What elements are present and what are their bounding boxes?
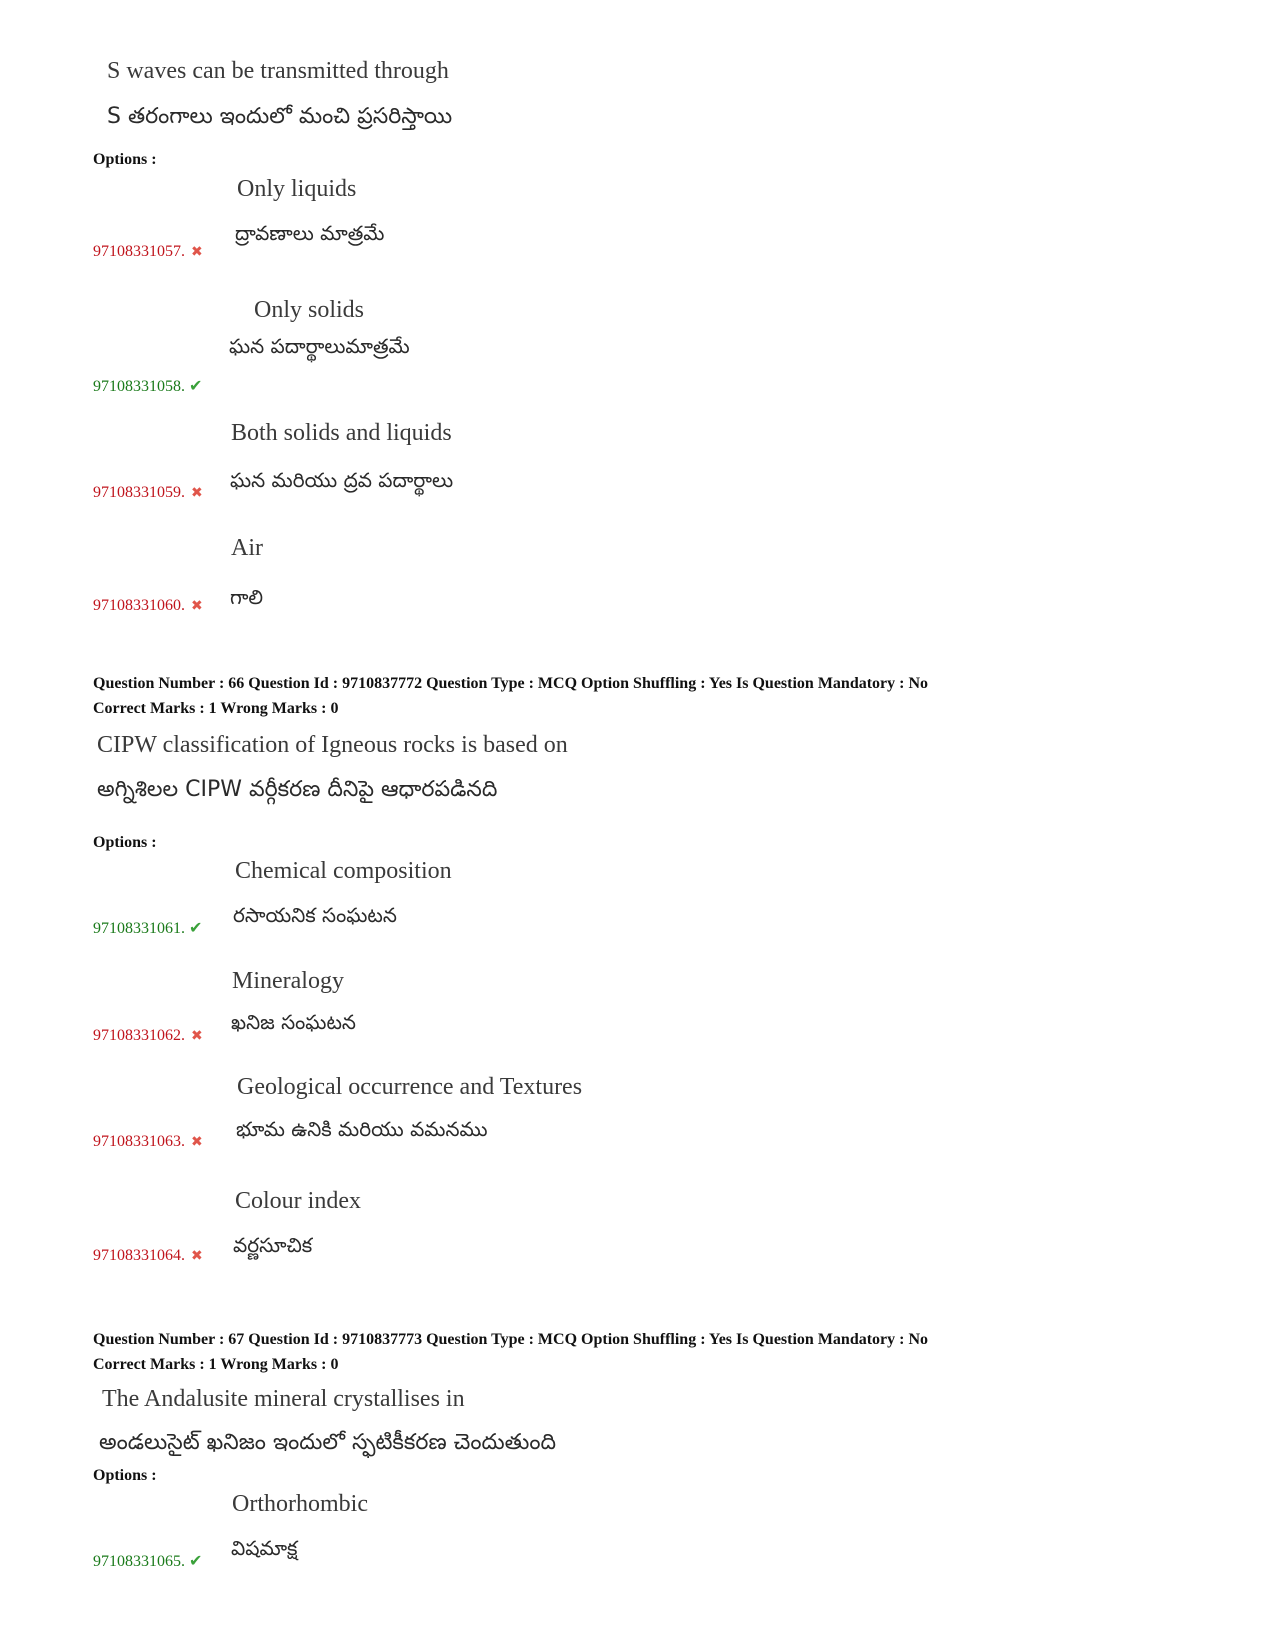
option-text-en: Only liquids	[237, 176, 357, 202]
option-text-te: భూమ ఉనికి మరియు వమనము	[236, 1117, 488, 1141]
question-meta: Question Number : 66 Question Id : 9710837772 Question Type : MCQ Option Shuffling : Yes Is Question Mandatory : No	[93, 675, 929, 692]
option-text-te: రసాయనిక సంఘటన	[233, 903, 397, 927]
option-id: 97108331065.	[93, 1553, 185, 1570]
option-text-en: Air	[231, 535, 263, 561]
option-id: 97108331057.	[93, 243, 185, 260]
option-id: 97108331060.	[93, 597, 185, 614]
option-id: 97108331061.	[93, 920, 185, 937]
wrong-icon: ✖	[191, 1134, 203, 1150]
option-id: 97108331062.	[93, 1027, 185, 1044]
option-text-te: విషమాక్ష	[231, 1536, 298, 1560]
wrong-icon: ✖	[191, 1248, 203, 1264]
option-row	[93, 597, 203, 615]
option-text-en: Orthorhombic	[232, 1491, 368, 1517]
option-text-en: Both solids and liquids	[231, 420, 452, 446]
option-row	[93, 243, 203, 261]
correct-check-icon: ✔	[189, 376, 203, 395]
option-row	[93, 1027, 203, 1045]
question-stem-en: CIPW classification of Igneous rocks is based on	[97, 732, 568, 758]
correct-check-icon: ✔	[189, 918, 203, 937]
question-marks: Correct Marks : 1 Wrong Marks : 0	[93, 700, 339, 717]
option-text-te: ఘన మరియు ద్రవ పదార్థాలు	[230, 468, 454, 492]
wrong-icon: ✖	[191, 244, 203, 260]
option-text-en: Only solids	[254, 297, 365, 323]
options-label: Options :	[93, 151, 157, 168]
option-row	[93, 1133, 203, 1151]
option-id: 97108331063.	[93, 1133, 185, 1150]
options-label: Options :	[93, 1467, 157, 1484]
option-text-en: Mineralogy	[232, 968, 344, 994]
option-row	[93, 918, 202, 938]
option-row	[93, 1247, 203, 1265]
wrong-icon: ✖	[191, 1028, 203, 1044]
option-text-en: Chemical composition	[235, 858, 452, 884]
question-meta: Question Number : 67 Question Id : 9710837773 Question Type : MCQ Option Shuffling : Yes Is Question Mandatory : No	[93, 1331, 929, 1348]
options-label: Options :	[93, 834, 157, 851]
option-text-te: గాలి	[230, 585, 264, 609]
question-marks: Correct Marks : 1 Wrong Marks : 0	[93, 1356, 339, 1373]
question-stem-te: అగ్నిశిలల CIPW వర్గీకరణ దీనిపై ఆధారపడినది	[97, 777, 498, 802]
option-row	[93, 484, 203, 502]
wrong-icon: ✖	[191, 598, 203, 614]
question-stem-en: S waves can be transmitted through	[107, 58, 449, 84]
question-stem-en: The Andalusite mineral crystallises in	[102, 1386, 465, 1412]
option-text-en: Colour index	[235, 1188, 361, 1214]
option-id: 97108331059.	[93, 484, 185, 501]
correct-check-icon: ✔	[189, 1551, 203, 1570]
option-row	[93, 376, 202, 396]
question-stem-te: S తరంగాలు ఇందులో మంచి ప్రసరిస్తాయి	[107, 104, 453, 129]
option-text-te: ద్రావణాలు మాత్రమే	[235, 221, 385, 245]
option-text-te: వర్ణసూచిక	[233, 1233, 313, 1257]
option-row	[93, 1551, 202, 1571]
question-stem-te: అండలుసైట్ ఖనిజం ఇందులో స్ఫటికీకరణ చెందుతుంది	[99, 1430, 557, 1455]
option-id: 97108331058.	[93, 378, 185, 395]
wrong-icon: ✖	[191, 485, 203, 501]
option-id: 97108331064.	[93, 1247, 185, 1264]
option-text-en: Geological occurrence and Textures	[237, 1074, 583, 1100]
option-text-te: ఖనిజ సంఘటన	[231, 1010, 356, 1034]
option-text-te: ఘన పదార్థాలుమాత్రమే	[229, 334, 410, 358]
